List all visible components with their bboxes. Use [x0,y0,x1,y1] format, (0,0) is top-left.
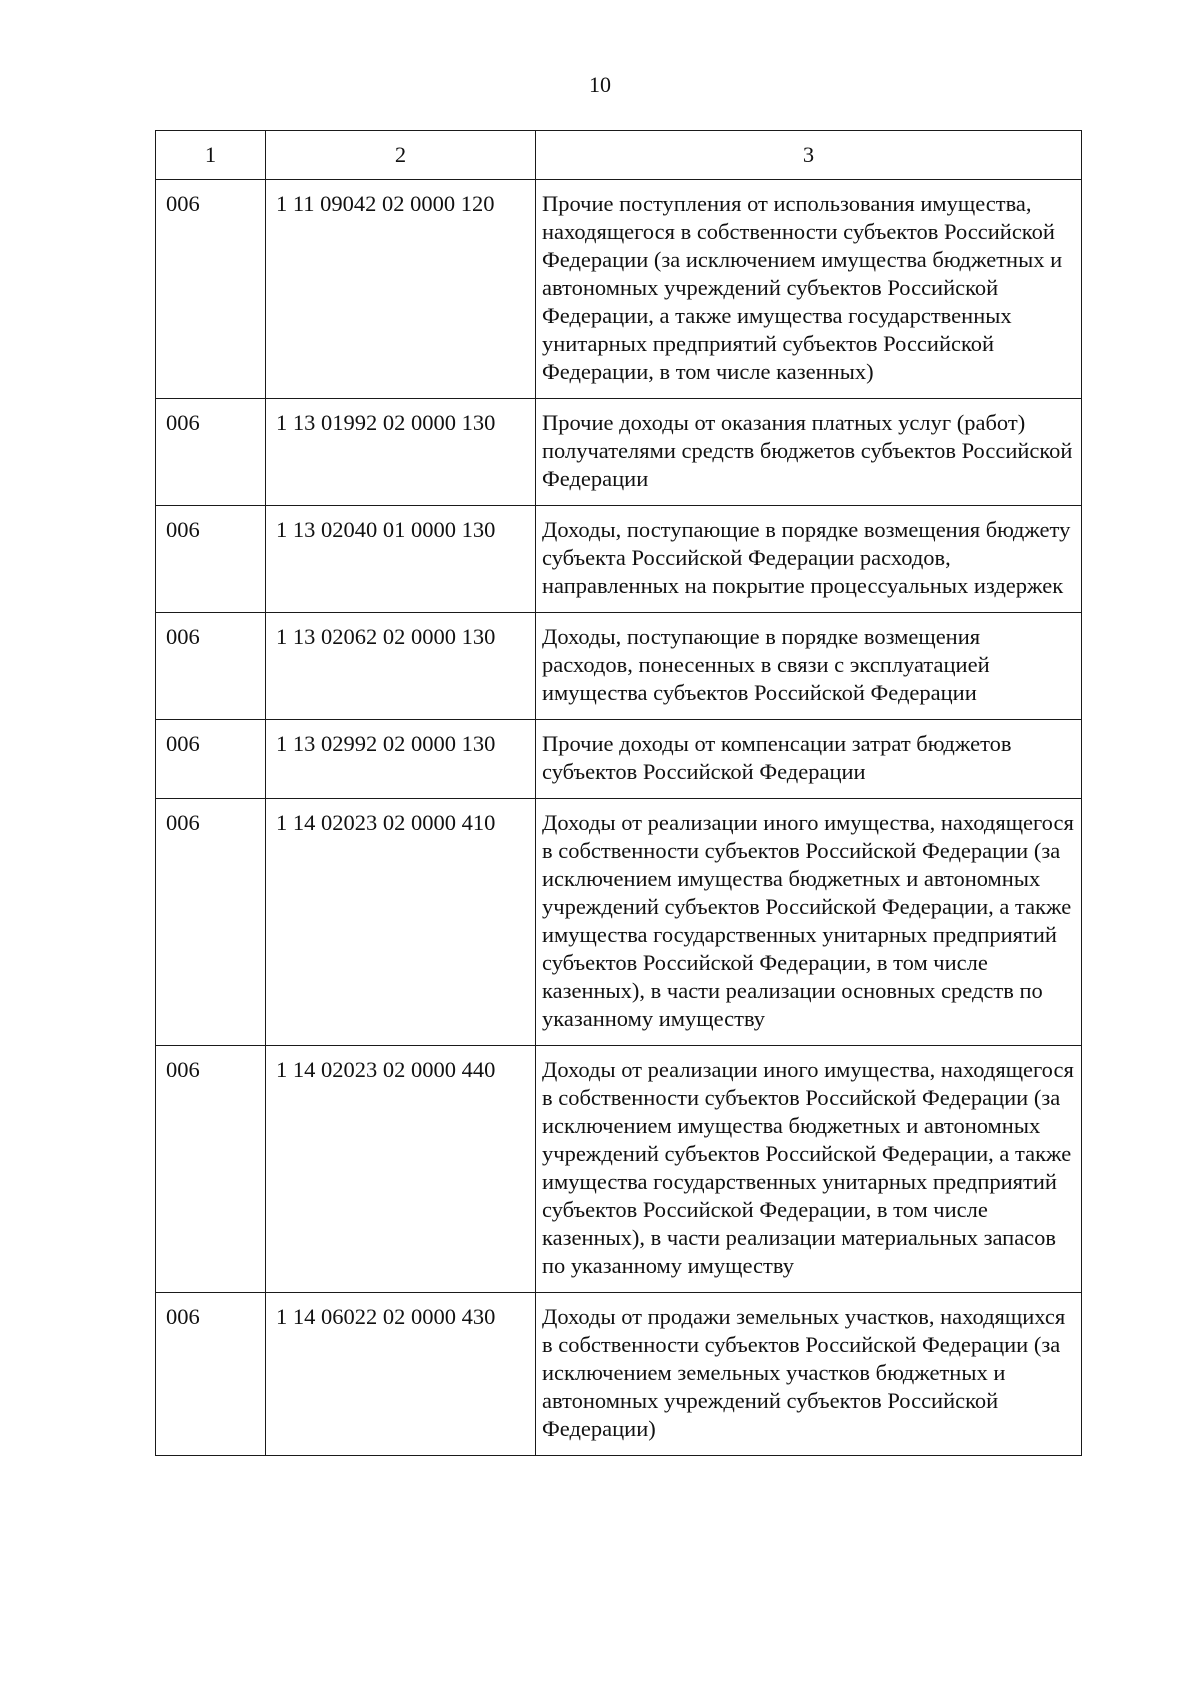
description-cell: Доходы, поступающие в порядке возмещения расходов, понесенных в связи с эксплуатацией имущества субъектов Российской Федерации [536,613,1082,720]
revenue-codes-table [155,130,1082,1456]
description-cell: Доходы от продажи земельных участков, находящихся в собственности субъектов Российской Федерации (за исключением земельных участков бюджетных и автономных учреждений субъектов Российской Федерации) [536,1293,1082,1456]
table-row [156,613,1082,720]
description-cell: Прочие доходы от оказания платных услуг (работ) получателями средств бюджетов субъектов Российской Федерации [536,399,1082,506]
revenue-code-cell: 1 14 02023 02 0000 440 [266,1046,536,1293]
revenue-code-cell: 1 11 09042 02 0000 120 [266,180,536,399]
revenue-code-cell: 1 13 01992 02 0000 130 [266,399,536,506]
table-row [156,506,1082,613]
revenue-code-cell: 1 14 02023 02 0000 410 [266,799,536,1046]
admin-code-cell: 006 [156,1046,266,1293]
table-row [156,799,1082,1046]
table-row [156,399,1082,506]
column-header-2: 2 [266,131,536,180]
page-number: 10 [589,72,611,97]
admin-code-cell: 006 [156,720,266,799]
description-cell: Прочие поступления от использования имущества, находящегося в собственности субъектов Российской Федерации (за исключением имущества бюджетных и автономных учреждений субъектов Российской Федерации, а также имущества государственных унитарных предприятий субъектов Российской Федерации, в том числе казенных) [536,180,1082,399]
description-cell: Доходы от реализации иного имущества, находящегося в собственности субъектов Российской Федерации (за исключением имущества бюджетных и автономных учреждений субъектов Российской Федерации, а также имущества государственных унитарных предприятий субъектов Российской Федерации, в том числе казенных), в части реализации основных средств по указанному имуществу [536,799,1082,1046]
revenue-code-cell: 1 14 06022 02 0000 430 [266,1293,536,1456]
revenue-code-cell: 1 13 02062 02 0000 130 [266,613,536,720]
table-row [156,720,1082,799]
table-header-row [156,131,1082,180]
table-row [156,1293,1082,1456]
revenue-code-cell: 1 13 02992 02 0000 130 [266,720,536,799]
admin-code-cell: 006 [156,1293,266,1456]
description-cell: Доходы, поступающие в порядке возмещения бюджету субъекта Российской Федерации расходов, направленных на покрытие процессуальных издержек [536,506,1082,613]
description-cell: Прочие доходы от компенсации затрат бюджетов субъектов Российской Федерации [536,720,1082,799]
admin-code-cell: 006 [156,613,266,720]
column-header-3: 3 [536,131,1082,180]
description-cell: Доходы от реализации иного имущества, находящегося в собственности субъектов Российской Федерации (за исключением имущества бюджетных и автономных учреждений субъектов Российской Федерации, а также имущества государственных унитарных предприятий субъектов Российской Федерации, в том числе казенных), в части реализации материальных запасов по указанному имуществу [536,1046,1082,1293]
admin-code-cell: 006 [156,799,266,1046]
table-row [156,180,1082,399]
admin-code-cell: 006 [156,180,266,399]
column-header-1: 1 [156,131,266,180]
table-row [156,1046,1082,1293]
admin-code-cell: 006 [156,399,266,506]
revenue-code-cell: 1 13 02040 01 0000 130 [266,506,536,613]
admin-code-cell: 006 [156,506,266,613]
